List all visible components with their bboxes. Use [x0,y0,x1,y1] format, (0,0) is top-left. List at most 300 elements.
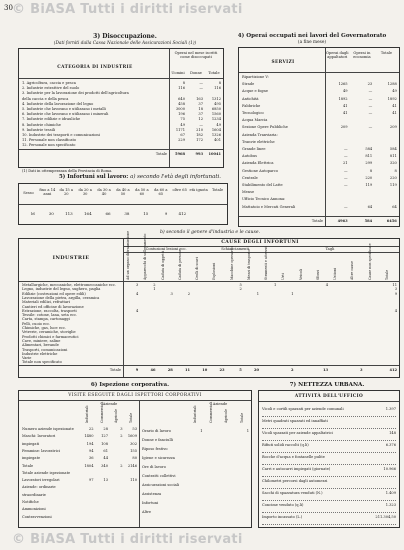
sec6-left-label: Aziende: ordinarie [22,485,56,490]
sec5b-cell: 2 [187,291,190,296]
sec4-row-label: Azienda Elettrica [242,161,274,166]
page-number: 30 [4,4,13,12]
sec3-cell: 1326 [211,133,221,137]
sec4-cell: 811 [389,154,397,159]
sec5b-row-label: Chimiche, gas, luce ecc. [22,326,67,330]
sec5b-total-cell: 13 [322,368,328,372]
sec6-table-title: VISITE ESEGUITE DAGLI ISPETTORI CORPORATIVI [68,393,202,398]
sec4-cell: 119 [365,183,373,187]
sec4-cell: 119 [389,183,397,187]
sec5b-row-label: Varie [22,356,32,361]
sec4-table [238,47,400,227]
sec5a-col-age: da 20 a 30 [78,188,92,197]
sec5a-title-it: a) secondo l'età degli infortunati. [130,174,221,180]
sec3-cell: 640 [178,96,185,101]
sec3-cell: 1312 [211,96,221,101]
sec5b-row-label: Cantieri ed officine di lavorazione [22,304,84,309]
sec3-cell: 18 [198,107,203,111]
sec5b-subgroup: Contusioni lesioni ecc. [145,247,187,251]
sec6-left-cell: 2 [120,463,123,468]
sec4-cell: — [344,154,348,159]
sec6-left-cell: 127 [101,434,108,439]
sec6-left-cell: 80 [132,456,137,461]
sec5b-total-cell: 28 [167,368,173,372]
sec4-subtitle: (a fine mese) [297,40,327,45]
sec4-row-label: Acqua Marcia [242,118,268,123]
sec4-cell: 1288 [387,82,397,87]
sec7-row-label: Carri e autocarri impiegati (giornate) [262,467,331,471]
sec4-cell: 41 [343,111,348,115]
sec5b-cell: 3 [170,291,173,296]
sec5b-cell: 1 [291,291,294,296]
sec5b-cell: 1 [153,287,156,292]
sec6-left-cell: 155 [130,448,137,453]
sec4-col-head: Operai dagli appaltatori [326,51,349,60]
sec5b-subgroup: Tagli [325,247,335,251]
sec4-cell: 220 [365,175,373,180]
sec6-mid-label: Orario di lavoro [142,429,171,433]
sec7-row-label: Vicoli spazzati per aziende appaltatrici [262,431,333,435]
sec3-cell: 37 [198,112,203,117]
sec4-cell: — [368,96,373,101]
sec5b-row-label: Estrazione, raccolta, trasporti [22,308,77,313]
sec6-left-cell: 61 [103,448,108,453]
sec4-row-label: Gestione Autoparco [242,168,279,173]
sec3-row-label: 12. Personale non specificato [22,143,76,148]
sec3-cell: 75 [180,117,185,122]
sec6-left-cell: 22 [88,427,94,431]
sec3-cell: 37 [198,101,203,106]
sec4-row-label: Acque e fogne [242,89,268,94]
sec7-row-label: Vicoli e cortili spazzati per aziende comunali [262,407,344,411]
sec6-left-label: Notifiche [22,500,39,504]
sec6-left-cell: 194 [86,441,94,446]
sec4-cell: 49 [343,89,348,94]
sec3-cell: 67 [180,133,185,137]
sec4-cell: 584 [365,147,373,151]
sec3-cell: 172 [196,138,203,143]
sec5b-row-label: Prodotti chimici e farmaceutici [22,334,79,339]
sec6-left-cell: 53 [132,427,137,431]
sec3-col-category: CATEGORIA DI INDUSTRIE [57,65,133,70]
sec5b-cell: 1 [273,283,277,287]
sec5a-title [40,174,240,180]
sec4-cell: 21 [343,161,348,166]
sec7-row-rule [262,488,396,489]
sec6-left-cell: 2146 [127,463,137,468]
sec7-cell: 1.323 [385,503,396,507]
sec3-row-label: 2. Industrie estrattive del suolo [22,86,80,91]
sec7-row-rule [262,416,396,417]
sec5b-row-label: Totale non specificato [22,360,62,365]
sec4-cell: 220 [389,175,397,180]
sec5a-cell: 30 [48,211,54,216]
sec4-cell: 41 [392,103,397,108]
sec6-left-label: Maschi: lavoratori [22,434,56,439]
sec4-cell: 23 [367,82,373,87]
sec4-row-label: Stabilimento del Latte [242,183,283,187]
sec5b-cause: Crolli di scavi [195,257,199,280]
sec7-row-rule [262,452,396,453]
sec3-cell: 116 [178,86,185,91]
sec3-cell: 116 [214,86,221,91]
sec4-cell: 299 [365,161,373,166]
sec3-cell: 8 [182,81,185,85]
sec7-row-rule [262,440,396,441]
sec5a-title-main: 5) Infortuni sul lavoro: [59,174,129,180]
sec7-subtitle: ATTIVITÀ DELL'UFFICIO [294,394,364,399]
sec3-footnote: (1) Dati in ottemperanza della Provincia di Roma. [22,169,113,173]
sec5a-cell: 9 [164,211,168,216]
sec5a-col-age: da 50 a 60 [135,188,149,197]
sec5a-col-sex: Sesso [23,191,34,195]
sec5a-cell: M [30,211,35,216]
sec5a-col-age: da 30 a 40 [97,188,111,197]
sec5b-total-cell: 11 [184,368,190,372]
sec5b-cause: Mezzi di trasporto [246,249,251,280]
sec6-col-b: Agricole [224,409,228,423]
sec7-row-rule [262,512,396,513]
sec6-left-cell: 94 [88,448,94,453]
sec6-mid-label: Ore di lavoro [142,465,166,469]
sec7-row-label: Concime venduto (q.li) [262,503,304,507]
sec6-left-cell: 3 [120,427,123,431]
sec6-left-cell: 1480 [84,434,94,439]
sec6-left-cell: 36 [88,456,94,461]
sec5b-row-label: Materiali edilizi, refrattari [22,300,70,305]
sec7-cell: 10.966 [383,467,396,471]
watermark-top: © BiASA Tutti i diritti riservati [12,2,243,17]
sec7-cell: 211.304,50 [375,515,396,519]
sec5a-col-age: da 15 a 20 [59,188,73,197]
sec5b-cell: 3 [394,287,397,292]
sec5b-cause: Caduta di oggetti [160,250,165,280]
sec4-cell: — [368,103,373,108]
sec6-mid-label: Riposo festivo [142,447,168,451]
sec5b-cause: Urti [281,273,286,280]
sec6-mid-label: Igiene e sicurezza [142,456,175,460]
sec5a-cell: 412 [178,211,187,216]
sec3-cell: 458 [178,101,185,106]
sec6-mid-cell: 1 [200,429,203,433]
sec6-col-a: Agricole [114,409,118,423]
sec4-cell: 1265 [338,82,348,87]
sec7-row-label: Sacchi di spazzatura venduti (N.) [262,491,323,495]
sec5b-cause: Ustioni [333,267,337,280]
sec6-col-a: Commerciali [99,401,104,423]
sec5b-row-label: Cave, miniere, saline [22,338,61,343]
sec3-col-head: Uomini [171,71,185,75]
sec4-cell: — [344,204,348,209]
sec7-row-label: Bocche d'acqua e fontanelle pulite [262,455,325,459]
sec3-row-label: 8. Industrie chimiche [22,122,61,127]
sec7-row-rule [262,500,396,501]
sec3-total-label: Totale [155,152,167,156]
sec3-row-label: 3. Industrie per la lavorazione dei prodotti dell'agricoltura [22,91,129,96]
sec5a-col-age: Totale [211,188,224,192]
sec3-row-label: della caccia e della pesca [22,96,69,101]
sec6-left-label: Ammonizioni [22,507,46,512]
sec4-cell: 41 [343,103,348,108]
sec3-cell: — [199,122,203,127]
sec6-left-label: Totale [22,463,34,468]
sec3-cell: — [199,81,203,85]
sec3-row-label: 6. Industrie che lavorano e utilizzano i minerali [22,112,109,117]
sec4-cell: 209 [340,125,348,130]
sec3-cell: 49 [180,122,185,127]
sec4-row-label: Ripartizione V: [242,75,269,79]
sec4-cell: 41 [392,111,397,115]
sec5b-cell: 4 [394,308,397,313]
sec7-table [258,390,400,528]
sec3-row-label: 1. Agricoltura, caccia e pesca [22,81,76,85]
sec4-cell: — [344,147,348,151]
sec5b-total-label: Totale [109,368,121,372]
sec5a-cell: 113 [65,211,73,216]
sec6-left-cell: 108 [101,441,108,446]
sec4-cell: — [368,89,373,94]
sec5a-cell: 66 [105,211,111,216]
sec4-cell: 8 [394,168,397,173]
sec7-row-label: Rifiuti solidi raccolti (q.li) [262,443,309,447]
sec5b-row-label: Trasporti, comunicazioni [22,347,68,352]
sec5a-col-age: da 60 a 65 [154,188,168,197]
sec7-cell: 6.376 [385,443,396,447]
sec4-cell: 8 [369,168,373,173]
sec3-cell: 49 [216,122,221,127]
sec5b-cell: 4 [135,308,139,313]
sec3-row-label: 10. Industrie dei trasporti e comunicazioni [22,133,100,137]
sec6-left-cell: 28 [103,427,108,431]
sec3-row-label: 11. Personale non classificato [22,138,77,143]
sec3-cell: 401 [214,138,221,143]
sec7-row-rule [262,464,396,465]
sec7-row-rule [262,428,396,429]
sec3-col-head: Totale [208,71,220,75]
sec3-table [18,48,224,168]
sec6-mid-label: Donne e fanciulli [142,438,173,442]
sec5b-cell: 3 [135,283,139,287]
sec5b-total-cell: 10 [202,368,208,372]
sec7-row-label: Chilometri percorsi dagli automezzi [262,479,328,483]
sec3-cell: 6850 [211,107,221,111]
sec4-cell: 1892 [387,96,397,101]
sec4-cell: — [344,175,348,180]
sec6-left-label: straordinarie [22,492,46,497]
sec5b-row-label: Vetrerie, ceramiche, stoviglie [22,330,76,335]
sec6-left-cell: 1804 [84,463,94,468]
sec5b-cause: Ad un organo di trasmissione [126,230,130,280]
sec5b-title: b) secondo il genere d'industria e le cause. [159,230,261,235]
sec3-cell: 1171 [175,127,185,132]
sec4-cell: 64 [392,204,397,209]
sec3-subtitle: (Dati forniti dalla Cassa Nazionale delle Assicurazioni Sociali (1)) [53,41,197,46]
sec4-row-label: Centrale [242,175,258,180]
sec4-cell: 320 [389,161,397,166]
sec5b-cause: Esplosioni [212,262,217,280]
sec4-cell: 811 [365,154,373,159]
sec6-left-label: impiegate [22,456,41,461]
sec6-left-cell: 340 [101,463,108,468]
sec3-col-head: Donne [190,71,202,75]
sec5b-row-label: Lavorazione della pietra, argilla, ceramica [22,295,100,300]
sec5b-total-cell: 20 [253,368,259,372]
sec5b-cause: Caduta di persone [177,249,182,280]
sec5b-cell: 1 [256,291,259,296]
sec3-col-group: Operai nel mese iscritti come disoccupati [174,51,218,60]
sec6-col-b: Totale [239,412,244,423]
watermark-bottom: © BiASA Tutti i diritti riservati [12,532,243,547]
sec4-col-service: SERVIZI [271,60,295,65]
sec5b-row-label: Carta, stampa, cartonaggi [22,317,70,322]
sec5a-cell: 15 [143,211,149,216]
sec6-col-a: Totale [128,412,133,423]
sec5a-cell: 38 [124,211,130,216]
sec3-cell: 229 [178,138,185,143]
sec4-col-head: Operai in economia [353,51,371,60]
sec5b-cell: 2 [239,287,242,292]
sec5b-total-cell: 5 [239,368,242,372]
sec3-cell: 163 [196,96,203,101]
sec4-row-label: Azienda Tranviaria: [242,132,278,137]
sec5b-col-industry: INDUSTRIE [52,255,90,261]
sec3-total-cell: 5968 [174,152,185,156]
sec4-row-label: Sezione Opere Pubbliche [242,125,288,130]
sec4-total-cell: 6456 [386,219,397,223]
sec6-left-cell: 13 [103,478,108,483]
sec5a-cell: 164 [83,211,92,216]
sec5b-total-cell: 412 [389,368,397,372]
sec5b-subgroup: Schiacciamenti [221,247,250,251]
sec5b-cause: Altre cause [350,261,355,280]
sec5b-cell: 5 [239,283,242,287]
sec4-total-cell: 584 [364,219,373,223]
sec6-mid-label: Contratti collettivi [142,474,176,478]
sec6-left-label: Numero aziende ispezionate [22,427,74,431]
sec3-cell: 1560 [211,112,221,117]
sec7-row-rule [262,476,396,477]
sec5b-cause: Apparecchi di sollevamento [143,233,148,280]
sec6-title: 6) Ispezione corporativa. [90,382,170,388]
sec6-col-b: Commerciali [208,401,213,423]
sec5b-cell: 2 [153,283,156,287]
sec3-cell: 8 [218,81,221,85]
sec4-row-label: Autobus [242,154,257,159]
sec5b-total-cell: 2 [290,368,294,372]
sec3-cell: 12 [198,117,203,122]
sec6-mid-label: Assistenza [142,492,162,496]
sec5b-cell: 4 [135,291,139,296]
sec3-row-label: 9. Industrie tessili [22,127,56,132]
sec6-mid-label: Altre [142,510,152,514]
sec4-cell: — [368,125,373,130]
sec3-row-label: 4. Industrie della lavorazione del legno [22,101,94,106]
sec5b-cause: Totale [384,269,389,280]
sec7-row-label: Importo incassato (L.) [262,515,303,519]
sec5a-table [18,183,228,225]
sec4-row-label: Strade [242,82,255,87]
sec7-row-rule [262,524,396,525]
sec6-left-label: Femmine: lavoratrici [22,448,61,453]
sec4-cell: 584 [389,147,397,151]
sec6-col-b: Industriali [193,405,197,423]
sec4-col-head: Totale [380,51,393,55]
sec5b-cause: Veicoli [298,268,303,280]
sec3-total-cell: 993 [195,152,203,156]
sec4-row-label: Mattatoio e Mercati Generali [242,204,296,209]
sec6-left-cell: 2 [120,434,123,439]
sec7-title: 7) NETTEZZA URBANA. [289,382,365,388]
sec5b-row-label: Tessile: cotone, lana, seta ecc. [22,313,78,318]
sec3-row-label: 5. Industrie che lavorano e utilizzano i metalli [22,107,106,111]
sec4-row-label: Antichità [242,96,259,101]
sec7-row-label: Metri quadrati spazzati ed innaffiati [262,419,328,423]
sec6-left-label: Totale aziende ispezionate [22,470,71,475]
sec7-cell: 148 [389,431,396,435]
sec3-cell: 1604 [211,127,221,132]
sec5a-col-age: da 40 a 50 [116,188,130,197]
sec4-total-cell: 4963 [337,219,348,223]
sec3-cell: 1234 [211,117,221,122]
sec5b-total-cell: 9 [135,368,139,372]
sec6-mid-label: Assicurazioni sociali [142,483,180,487]
sec4-title: 4) Operai occupati nei lavori del Governatorato [237,33,387,39]
sec4-row-label: Ufficio Tecnico Annona: [242,197,286,202]
sec4-cell: — [344,168,348,173]
sec4-cell: 64 [367,204,373,209]
sec6-left-label: Contravvenzioni [22,514,52,519]
sec5b-row-label: Industrie elettriche [22,351,58,356]
sec5b-row-label: Pelli, cuoio ecc. [22,321,51,326]
sec5b-cause: Strumenti e attrezzi [264,246,268,280]
sec3-row-label: 7. Industrie edilizie e idrauliche [22,117,81,122]
sec3-total-cell: 10041 [208,152,221,156]
sec5b-cell: 11 [392,283,397,287]
sec5b-total-cell: 23 [219,368,225,372]
sec4-cell: — [368,111,373,115]
sec4-cell: 49 [392,89,397,94]
sec7-cell: 1.397 [385,407,396,411]
sec6-left-cell: 1609 [127,434,137,439]
sec4-cell: — [344,183,348,187]
sec5b-cell: 4 [325,283,328,287]
sec5a-col-age: età ignota [189,188,208,192]
sec6-col-a: Industriali [85,405,89,423]
sec4-cell: 1892 [338,96,348,101]
sec5b-cell: 9 [394,291,397,296]
sec4-cell: 209 [389,125,397,130]
sec5b-total-cell: 46 [150,368,156,372]
sec3-cell: 495 [214,101,221,106]
sec5a-col-age: fino a 14 anni [39,188,56,197]
sec5b-row-label: Alimentari, bevande [22,343,59,348]
sec6-group-b: Aziende [212,402,228,406]
sec3-cell: 210 [196,127,203,132]
sec7-cell: 1.409 [385,491,396,495]
sec3-cell: 3000 [175,107,185,111]
sec3-cell: 196 [178,112,185,117]
sec6-left-label: Lavoratori irregolari [22,478,60,483]
sec6-left-cell: 44 [103,456,108,461]
sec6-mid-label: Infortuni [142,501,159,505]
sec5b-row-label: Metallurgiche, meccaniche, elettromeccaniche ecc. [22,283,117,287]
sec5b-total-cell: 3 [359,368,363,372]
sec4-row-label: Mense [242,190,255,195]
sec6-group-a: Aziende [102,402,118,406]
sec5b-cause: Cause non specificate [367,243,372,280]
sec3-cell: — [199,86,203,91]
sec4-row-label: Grande linee [242,147,266,151]
